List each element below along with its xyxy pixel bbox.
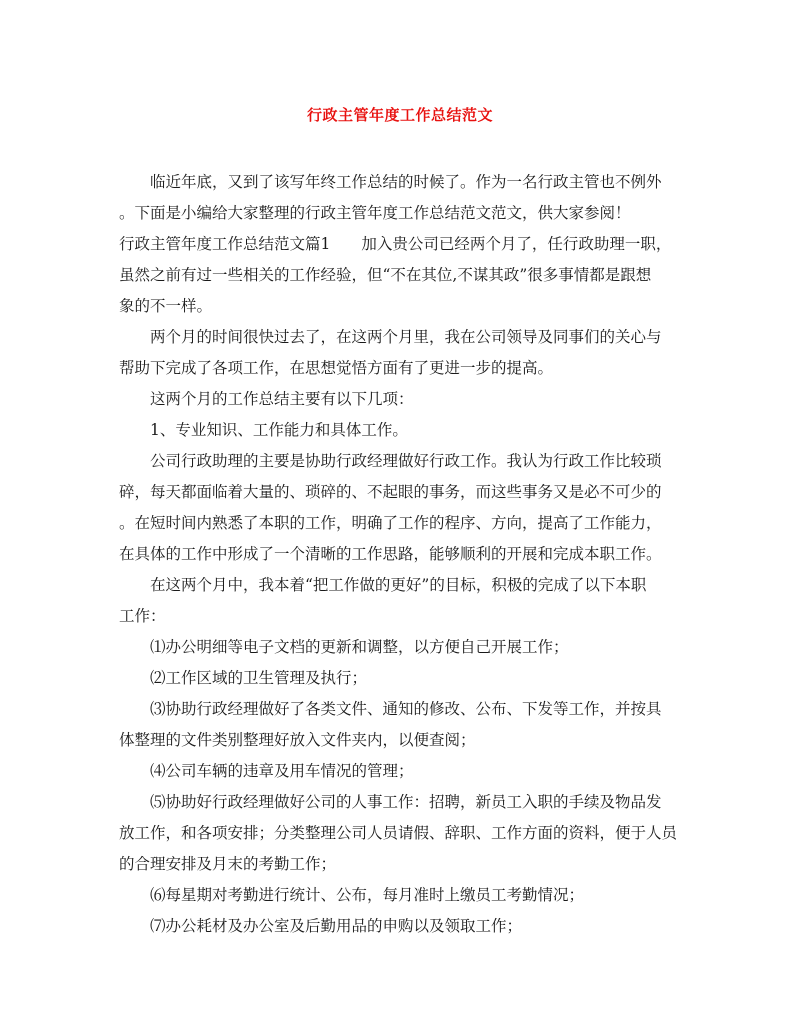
text-line: ⑸协助好行政经理做好公司的人事工作：招聘，新员工入职的手续及物品发 xyxy=(150,793,662,811)
text-line: 这两个月的工作总结主要有以下几项： xyxy=(150,390,414,408)
text-line: ⑷公司车辆的违章及用车情况的管理； xyxy=(150,762,414,780)
text-line: 。在短时间内熟悉了本职的工作，明确了工作的程序、方向，提高了工作能力， xyxy=(119,514,662,532)
text-line: 体整理的文件类别整理好放入文件夹内，以便查阅； xyxy=(119,731,476,749)
text-line: ⑴办公明细等电子文档的更新和调整，以方便自己开展工作； xyxy=(150,638,569,656)
text-line: 的合理安排及月末的考勤工作； xyxy=(119,855,337,873)
text-line: 在具体的工作中形成了一个清晰的工作思路，能够顺利的开展和完成本职工作。 xyxy=(119,545,662,563)
document-title: 行政主管年度工作总结范文 xyxy=(306,106,493,124)
text-line: 公司行政助理的主要是协助行政经理做好行政工作。我认为行政工作比较琐 xyxy=(150,452,662,470)
text-line: 在这两个月中，我本着“把工作做的更好”的目标，积极的完成了以下本职 xyxy=(150,576,647,594)
text-line: 1、专业知识、工作能力和具体工作。 xyxy=(150,421,408,439)
text-line: 行政主管年度工作总结范文篇1 加入贵公司已经两个月了，任行政助理一职， xyxy=(119,235,672,253)
text-line: ⑺办公耗材及办公室及后勤用品的申购以及领取工作； xyxy=(150,917,523,935)
document-body xyxy=(119,167,684,942)
text-line: 放工作，和各项安排；分类整理公司人员请假、辞职、工作方面的资料，便于人员 xyxy=(119,824,678,842)
text-line: 两个月的时间很快过去了，在这两个月里，我在公司领导及同事们的关心与 xyxy=(150,328,662,346)
text-line: ⑹每星期对考勤进行统计、公布，每月准时上缴员工考勤情况； xyxy=(150,886,585,904)
text-line: 。下面是小编给大家整理的行政主管年度工作总结范文范文，供大家参阅！ xyxy=(119,204,631,222)
text-line: ⑶协助行政经理做好了各类文件、通知的修改、公布、下发等工作，并按具 xyxy=(150,700,662,718)
text-line: 帮助下完成了各项工作，在思想觉悟方面有了更进一步的提高。 xyxy=(119,359,554,377)
text-line: 工作： xyxy=(119,607,166,625)
text-line: 碎，每天都面临着大量的、琐碎的、不起眼的事务，而这些事务又是必不可少的 xyxy=(119,483,662,501)
text-line: 临近年底，又到了该写年终工作总结的时候了。作为一名行政主管也不例外 xyxy=(150,173,662,191)
text-line: 虽然之前有过一些相关的工作经验，但“不在其位,不谋其政”很多事情都是跟想 xyxy=(119,266,652,284)
text-line: 象的不一样。 xyxy=(119,297,213,315)
text-line: ⑵工作区域的卫生管理及执行； xyxy=(150,669,368,687)
